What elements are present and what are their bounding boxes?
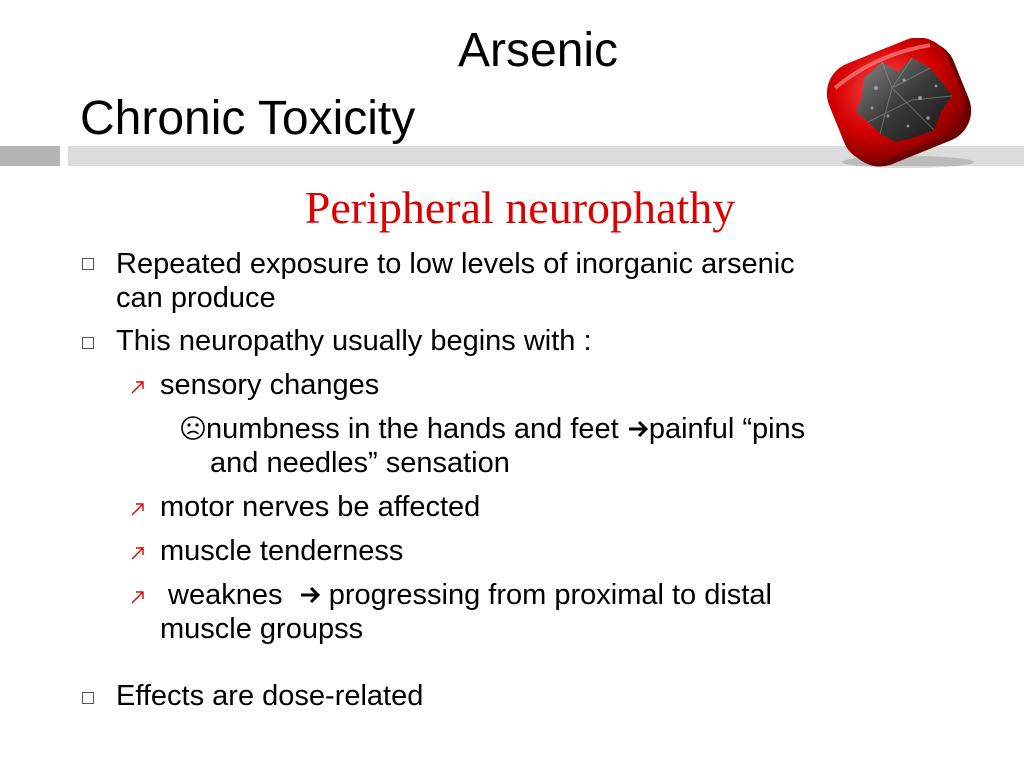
arsenic-rock-icon — [816, 38, 988, 170]
diagonal-arrow-icon — [129, 500, 147, 518]
bullet-text: Effects are dose-related — [116, 680, 424, 712]
diagonal-arrow-icon — [129, 588, 147, 606]
bullet-line: Repeated exposure to low levels of inorganic arsenic — [116, 248, 795, 280]
slide-subtitle: Peripheral neurophathy — [304, 182, 736, 233]
sub-bullet-text: motor nerves be affected — [160, 491, 481, 523]
bullet-box-icon — [82, 692, 94, 704]
weakness-line1 — [160, 578, 772, 612]
sub-bullet-text: sensory changes — [160, 369, 380, 401]
diagonal-arrow-icon — [129, 544, 147, 562]
slide-title-line1: Arsenic — [458, 24, 619, 77]
sensory-detail-part2: painful “pins — [648, 413, 806, 445]
diagonal-arrow-icon — [129, 378, 147, 396]
sub-bullet-text: muscle tenderness — [160, 535, 404, 567]
sensory-detail — [180, 412, 805, 480]
weakness-text — [160, 578, 772, 646]
bullet-text: This neuropathy usually begins with : — [116, 325, 592, 357]
weakness-line2: muscle groupss — [160, 613, 364, 645]
title-rule-left — [0, 146, 60, 166]
right-arrow-icon — [299, 585, 321, 605]
sad-face-icon — [180, 415, 206, 441]
bullet-text — [116, 247, 795, 315]
sensory-detail-line1 — [180, 412, 805, 446]
weakness-part1: weaknes — [160, 579, 299, 611]
bullet-line: can produce — [116, 282, 276, 314]
bullet-box-icon — [82, 337, 94, 349]
slide-title-line2: Chronic Toxicity — [80, 92, 416, 145]
bullet-box-icon — [82, 258, 94, 270]
right-arrow-icon — [627, 419, 649, 439]
sensory-detail-part1: numbness in the hands and feet — [206, 413, 627, 445]
sensory-detail-line2: and needles” sensation — [210, 447, 510, 479]
weakness-part2: progressing from proximal to distal — [320, 579, 772, 611]
